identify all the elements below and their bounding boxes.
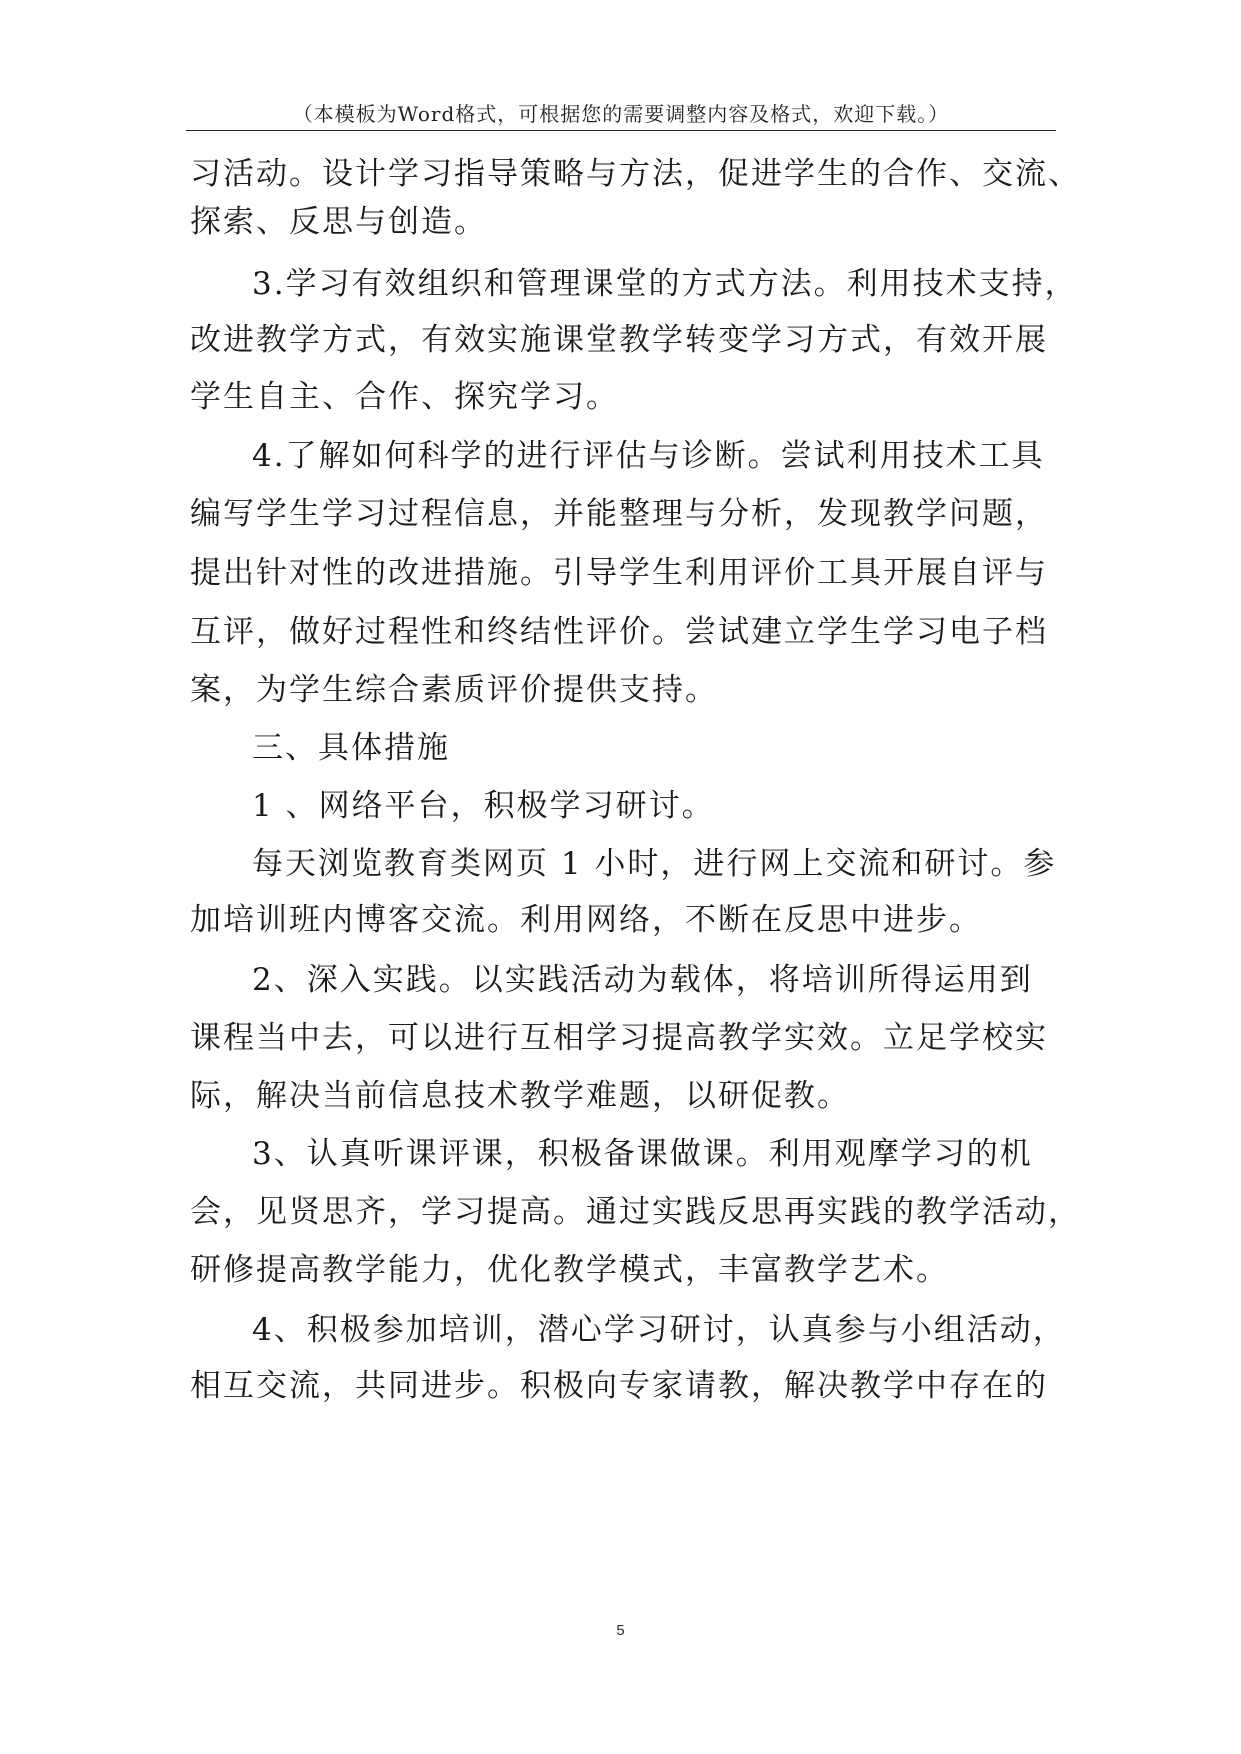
text-line: 学生自主、合作、探究学习。 (190, 379, 619, 415)
text-line: 编写学生学习过程信息，并能整理与分析，发现教学问题， (190, 496, 1048, 532)
section-heading: 三、具体措施 (252, 730, 450, 766)
text-line: 际，解决当前信息技术教学难题，以研促教。 (190, 1078, 850, 1114)
text-line: 案，为学生综合素质评价提供支持。 (190, 672, 718, 708)
text-line: 习活动。设计学习指导策略与方法，促进学生的合作、交流、 (190, 156, 1081, 192)
text-line: 2、深入实践。以实践活动为载体，将培训所得运用到 (252, 962, 1033, 998)
text-line: 每天浏览教育类网页 1 小时，进行网上交流和研讨。参 (252, 846, 1057, 882)
text-line: 4、积极参加培训，潜心学习研讨，认真参与小组活动， (252, 1312, 1066, 1348)
text-line: 课程当中去，可以进行互相学习提高教学实效。立足学校实 (190, 1020, 1048, 1056)
text-line: 3.学习有效组织和管理课堂的方式方法。利用技术支持， (252, 266, 1078, 302)
text-line: 相互交流，共同进步。积极向专家请教，解决教学中存在的 (190, 1368, 1048, 1404)
template-notice: （本模板为Word格式，可根据您的需要调整内容及格式，欢迎下载。） (292, 102, 950, 126)
text-line: 提出针对性的改进措施。引导学生利用评价工具开展自评与 (190, 555, 1048, 591)
page-number: 5 (616, 1622, 625, 1639)
text-line: 4.了解如何科学的进行评估与诊断。尝试利用技术工具 (252, 438, 1045, 474)
header-divider (186, 130, 1056, 131)
text-line: 研修提高教学能力，优化教学模式，丰富教学艺术。 (190, 1252, 949, 1288)
text-line: 会，见贤思齐，学习提高。通过实践反思再实践的教学活动， (190, 1194, 1081, 1230)
text-line: 探索、反思与创造。 (190, 204, 487, 240)
text-line: 加培训班内博客交流。利用网络，不断在反思中进步。 (190, 902, 982, 938)
text-line: 改进教学方式，有效实施课堂教学转变学习方式，有效开展 (190, 322, 1048, 358)
text-line: 互评，做好过程性和终结性评价。尝试建立学生学习电子档 (190, 614, 1048, 650)
text-line: 1 、网络平台，积极学习研讨。 (252, 788, 715, 824)
text-line: 3、认真听课评课，积极备课做课。利用观摩学习的机 (252, 1136, 1033, 1172)
